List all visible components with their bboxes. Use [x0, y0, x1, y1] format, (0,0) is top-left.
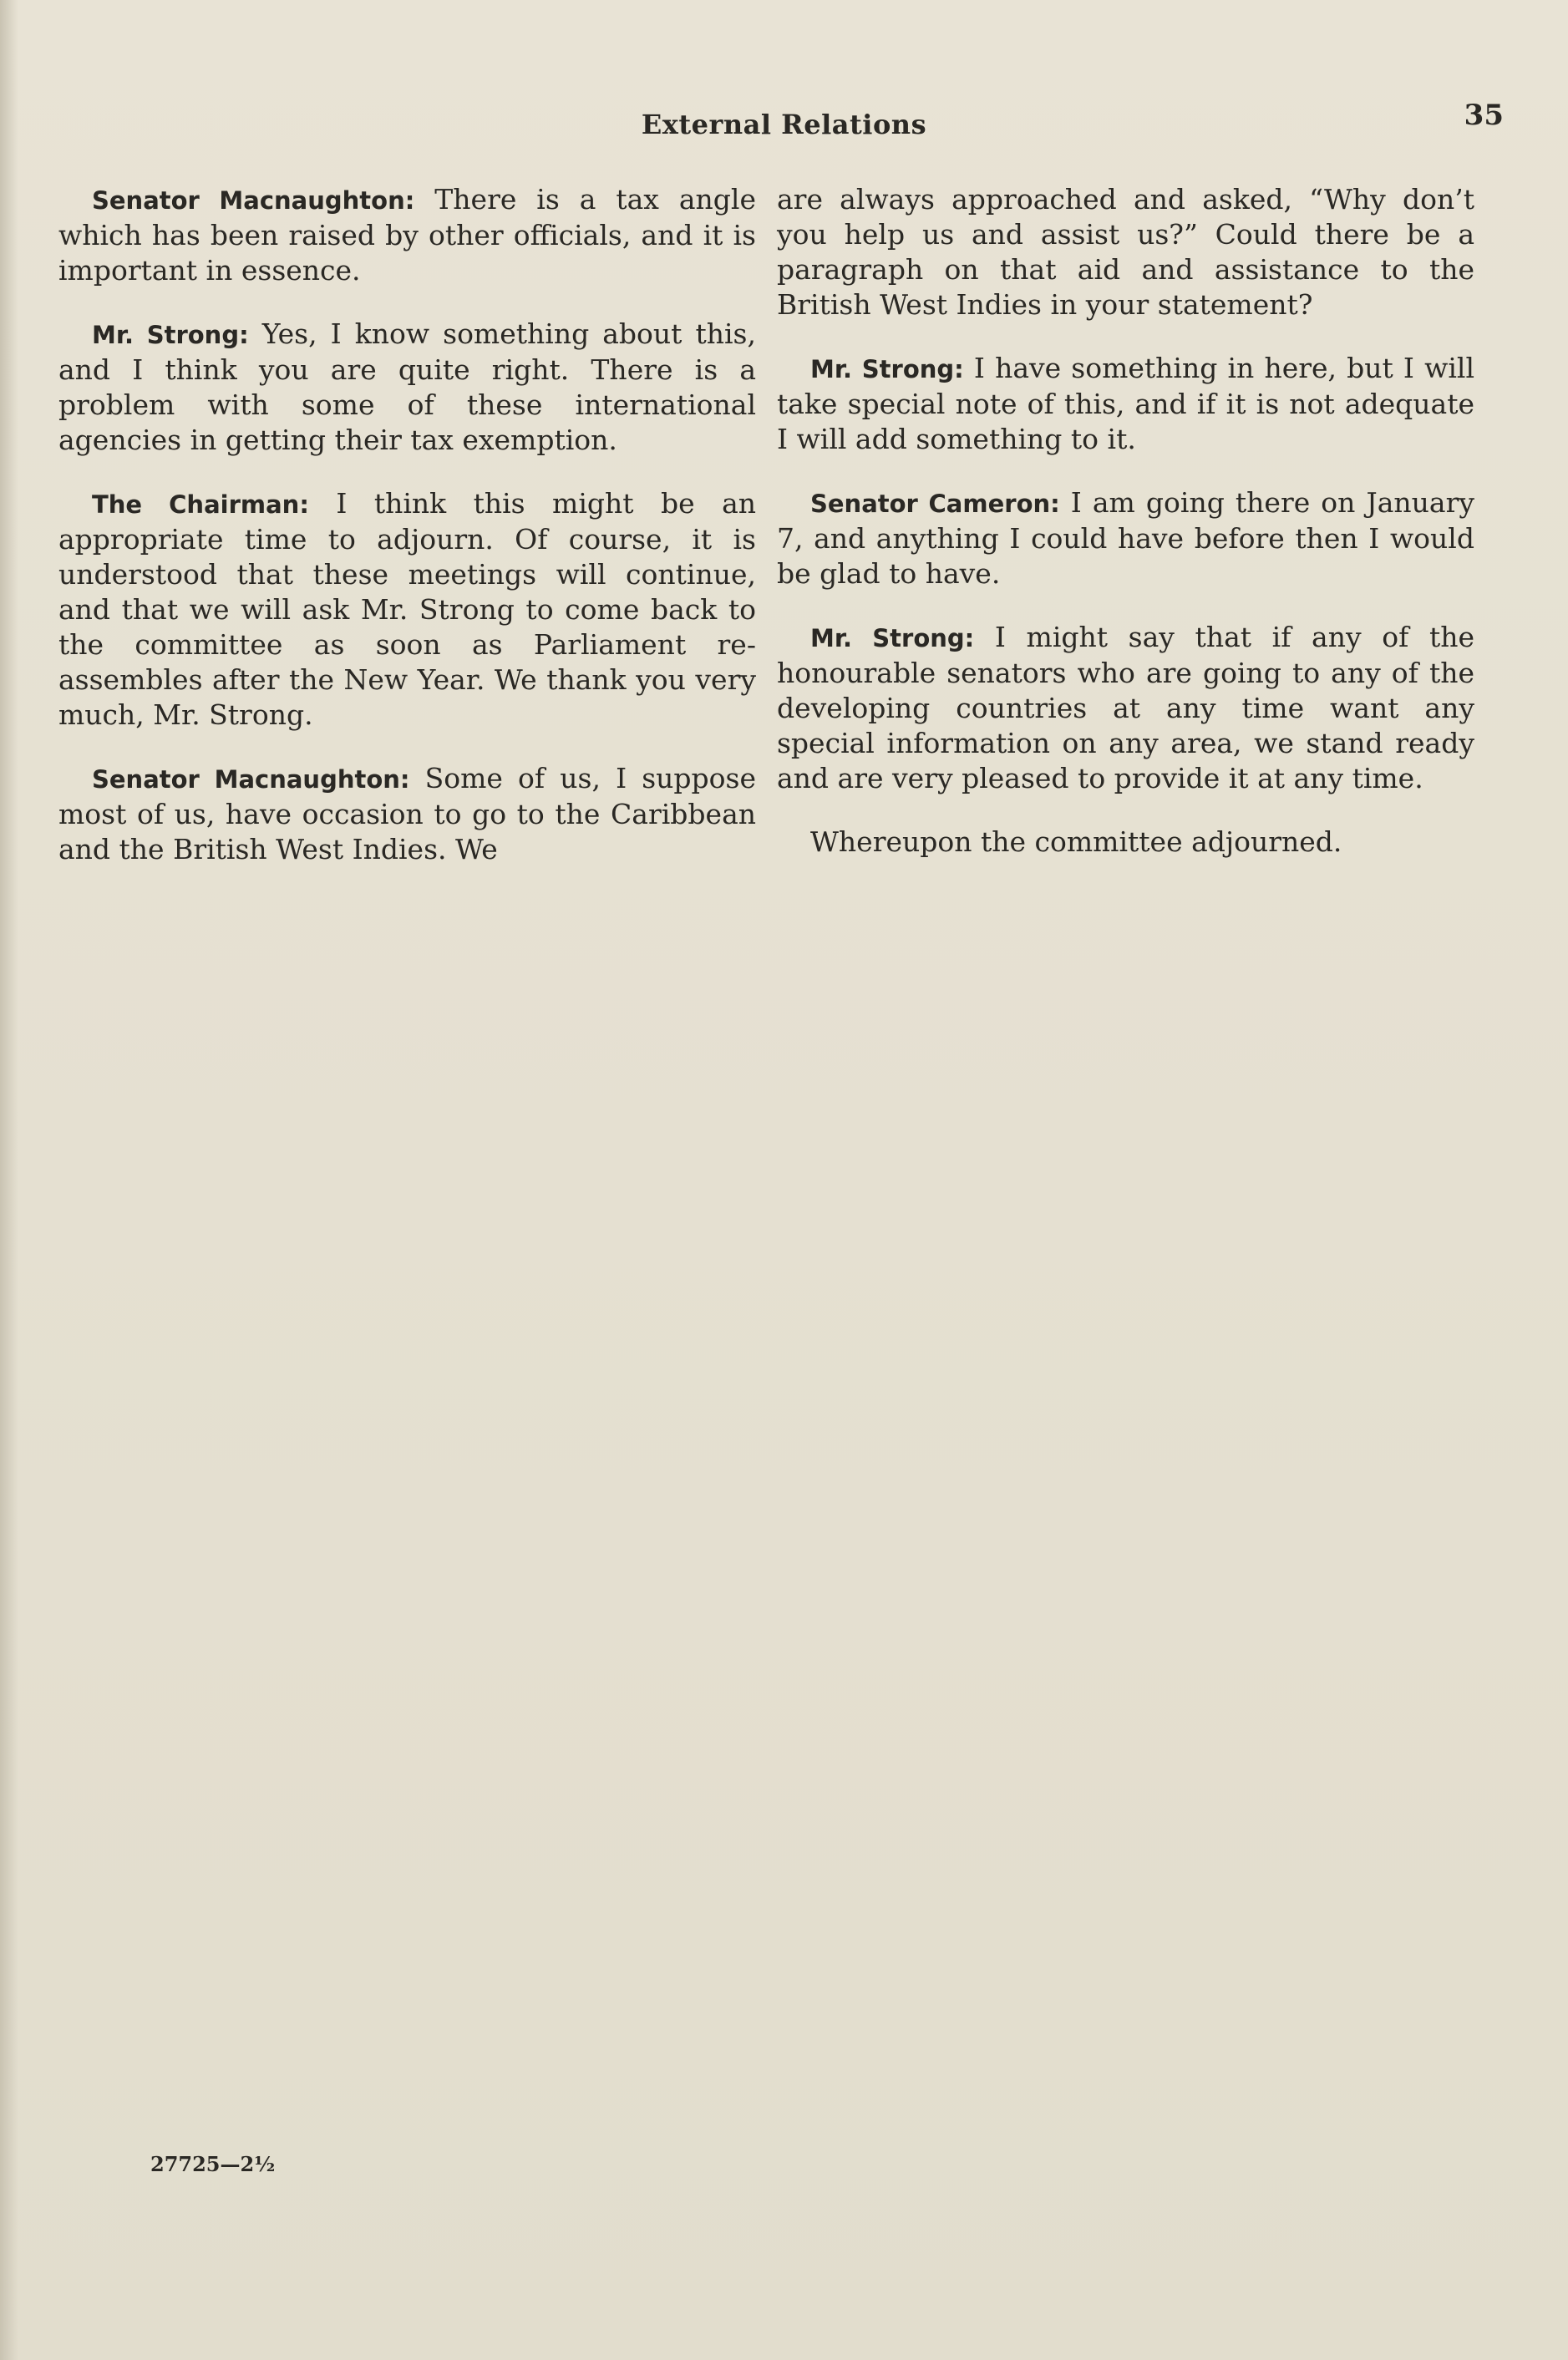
- printer-code: 27725—2½: [150, 2152, 276, 2176]
- speaker-name: Senator Cameron:: [810, 490, 1060, 518]
- speech-text: Some of us, I suppose most of us, have occasion to go to the Caribbean and the British West Indies. We: [58, 762, 757, 865]
- paragraph: [58, 317, 756, 458]
- speaker-name: Senator Macnaughton:: [92, 186, 415, 215]
- speaker-name: Senator Macnaughton:: [92, 765, 410, 794]
- paragraph: [58, 761, 756, 867]
- speaker-name: The Chairman:: [92, 490, 309, 519]
- speech-text: I think this might be an appropriate time to adjourn. Of course, it is understood that these meetings will continue, and that we will ask Mr. Strong to come back to the committee as soon as Parliament re-assembles after the New Year. We thank you very much, Mr. Strong.: [58, 487, 756, 731]
- paragraph: [777, 485, 1474, 591]
- speech-text: Yes, I know something about this, and I think you are quite right. There is a problem with some of these international agencies in getting their tax exemption.: [58, 317, 756, 456]
- speaker-name: Mr. Strong:: [810, 355, 964, 383]
- speaker-name: Mr. Strong:: [92, 321, 249, 349]
- paragraph: [777, 620, 1474, 796]
- paragraph: [58, 486, 756, 733]
- paragraph: [777, 351, 1474, 457]
- left-column: [58, 182, 756, 896]
- speech-text: I have something in here, but I will take special note of this, and if it is not adequate I will add something to it.: [777, 352, 1474, 455]
- speech-text: There is a tax angle which has been raised by other officials, and it is important in essence.: [58, 183, 756, 287]
- page-number: 35: [1464, 99, 1504, 132]
- right-column: [777, 182, 1474, 888]
- running-head: External Relations: [641, 109, 927, 140]
- paragraph: [58, 182, 756, 288]
- continued-paragraph: are always approached and asked, “Why don’t you help us and assist us?” Could there be a paragraph on that aid and assistance to the British West Indies in your statement?: [777, 183, 1474, 321]
- speech-text: I am going there on January 7, and anything I could have before then I would be glad to have.: [777, 486, 1474, 590]
- speaker-name: Mr. Strong:: [810, 624, 975, 652]
- spine-shadow: [0, 0, 18, 2360]
- speech-text: I might say that if any of the honourable senators who are going to any of the developing countries at any time want any special information on any area, we stand ready and are very pleased to provide it at any time.: [777, 621, 1474, 794]
- closing-line: Whereupon the committee adjourned.: [810, 825, 1342, 858]
